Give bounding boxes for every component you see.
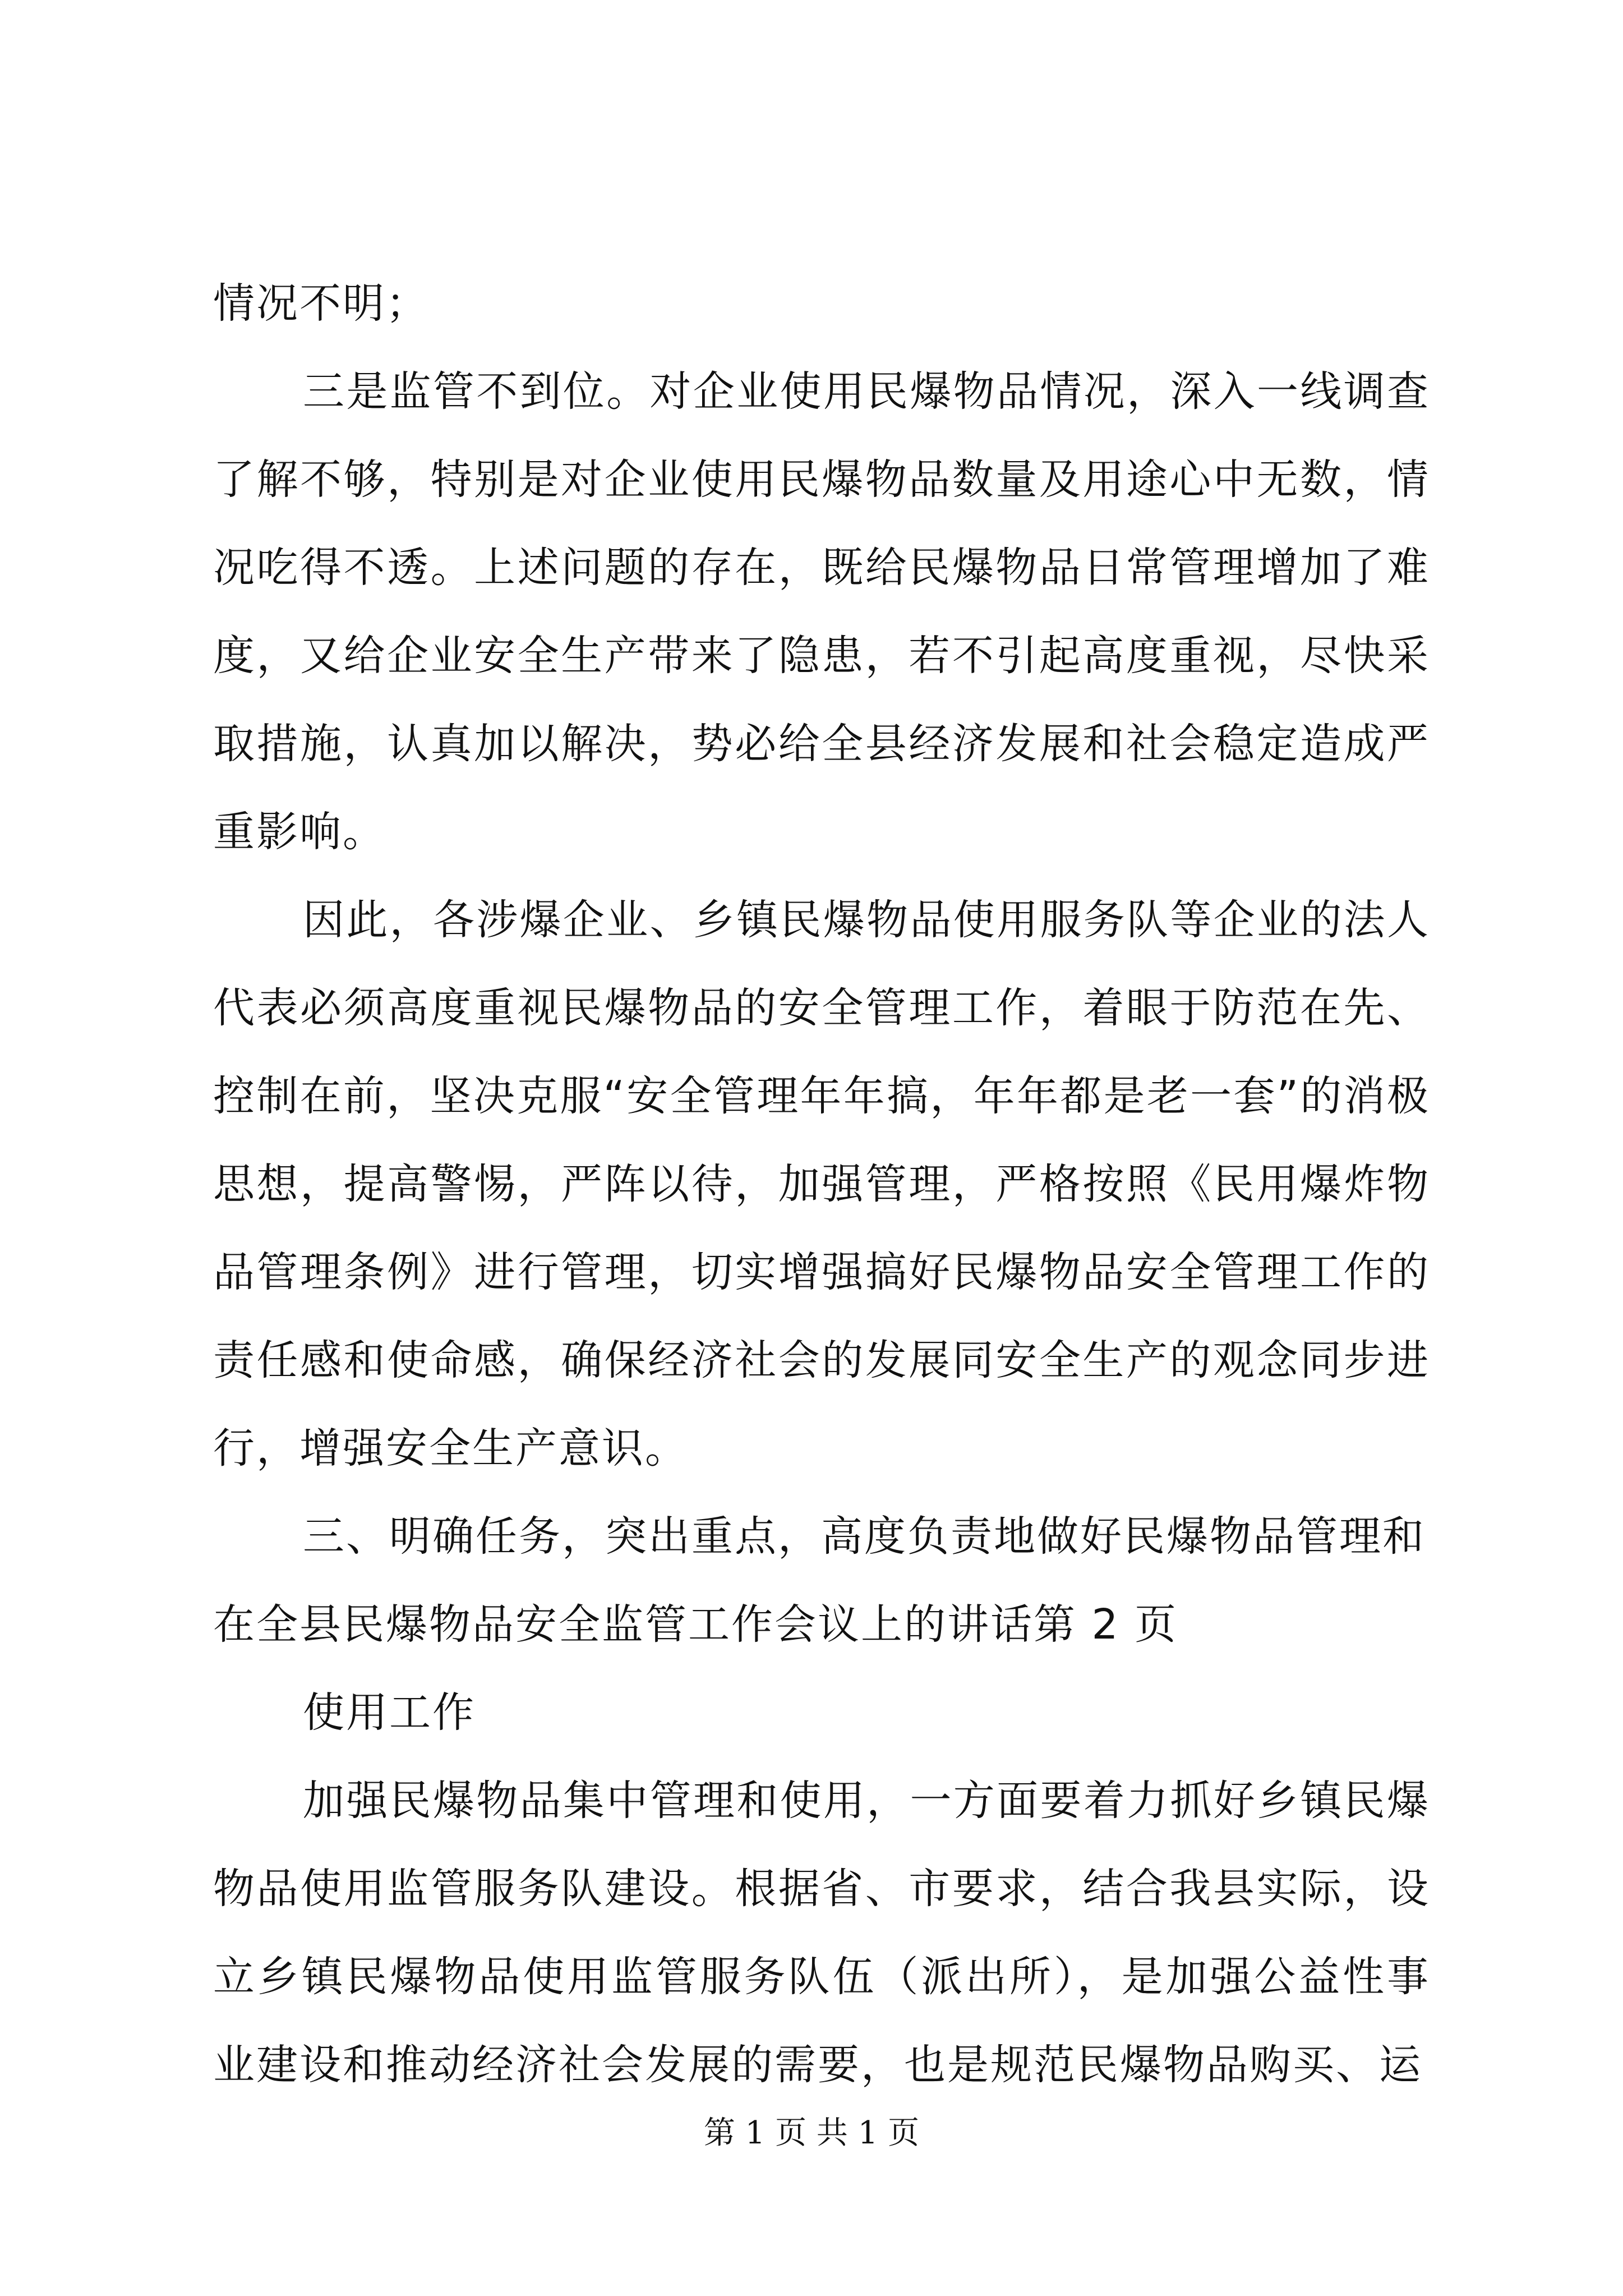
paragraph-situation-unclear: 情况不明；: [213, 279, 429, 328]
page-footer: 第 1 页 共 1 页: [703, 2115, 920, 2151]
paragraph-supervision-inadequate: 三是监管不到位。对企业使用民爆物品情况，深入一线调查了解不够，特别是对企业使用民爆物品数量及用途心中无数，情况吃得不透。上述问题的存在，既给民爆物品日常管理增加了难度，又给企业安全生产带来了隐患，若不引起高度重视，尽快采取措施，认真加以解决，势必给全县经济发展和社会稳定造成严重影响。: [213, 367, 1430, 856]
section-heading-three: 三、明确任务，突出重点，高度负责地做好民爆物品管理和: [303, 1512, 1426, 1561]
running-title-line: 在全县民爆物品安全监管工作会议上的讲话第 2 页: [213, 1600, 1178, 1649]
paragraph-therefore: 因此，各涉爆企业、乡镇民爆物品使用服务队等企业的法人代表必须高度重视民爆物品的安全管理工作，着眼于防范在先、控制在前，坚决克服“安全管理年年搞，年年都是老一套”的消极思想，提高警惕，严阵以待，加强管理，严格按照《民用爆炸物品管理条例》进行管理，切实增强搞好民爆物品安全管理工作的责任感和使命感，确保经济社会的发展同安全生产的观念同步进行，增强安全生产意识。: [213, 896, 1430, 1473]
document-body: [213, 260, 1430, 2109]
section-heading-continuation: 使用工作: [303, 1688, 476, 1737]
paragraph-centralized-management: 加强民爆物品集中管理和使用，一方面要着力抓好乡镇民爆物品使用监管服务队建设。根据省、市要求，结合我县实际，设立乡镇民爆物品使用监管服务队伍（派出所），是加强公益性事业建设和推动经济社会发展的需要，也是规范民爆物品购买、运: [213, 1777, 1430, 2089]
